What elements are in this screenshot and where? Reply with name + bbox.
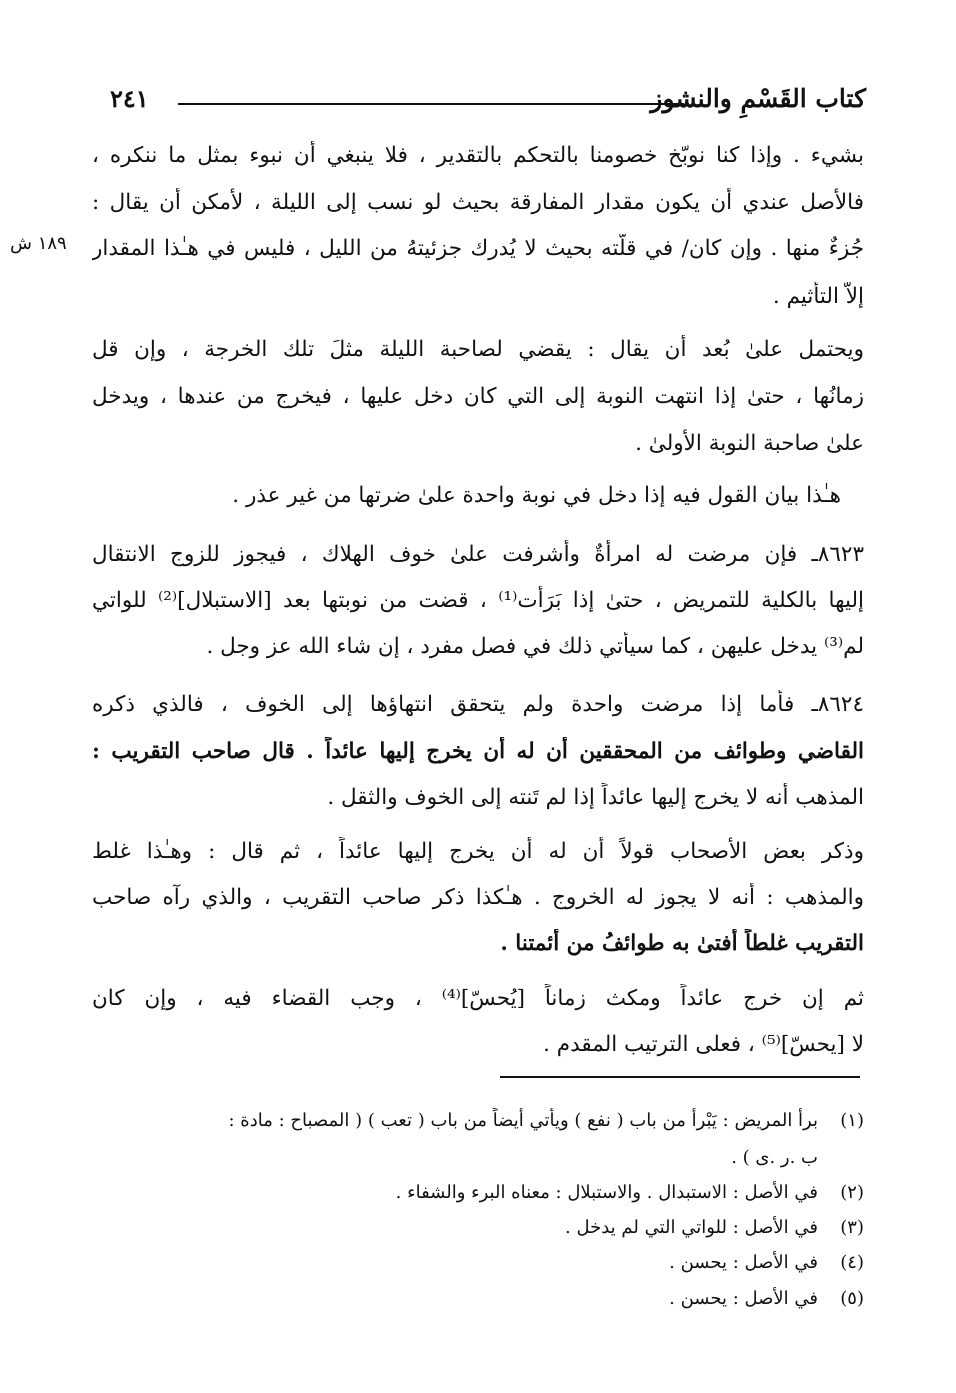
text-line: التقريب غلطاً أفتىٰ به طوائفُ من أئمتنا . (500, 931, 864, 956)
text-line: زمانُها ، حتىٰ إذا انتهت النوبة إلى التي كان دخل عليها ، فيخرج من عندها ، ويدخل (92, 384, 864, 409)
footnote-number: (١) (840, 1110, 864, 1131)
footnote-rule (500, 1076, 860, 1078)
text-line: القاضي وطوائف من المحققين أن له أن يخرج إليها عائداً . قال صاحب التقريب : (92, 739, 864, 764)
text-line: ويحتمل علىٰ بُعد أن يقال : يقضي لصاحبة الليلة مثلَ تلك الخرجة ، وإن قل (92, 337, 864, 362)
running-title: كتاب القَسْمِ والنشوز (650, 84, 866, 113)
footnote (84, 1286, 864, 1314)
footnote-number: (٢) (840, 1182, 864, 1203)
footnote-text: في الأصل : للواتي التي لم يدخل . (565, 1217, 818, 1238)
text-line: فالأصل عندي أن يكون مقدار المفارقة بحيث لو نسب إلى الليلة ، لأمكن أن يقال : (92, 190, 864, 215)
footnote-continuation: ب .ر .ى ) . (731, 1147, 818, 1168)
footnote (84, 1180, 864, 1208)
footnote-number: (٣) (840, 1217, 864, 1238)
footnote-number: (٤) (840, 1252, 864, 1273)
text-line: ٨٦٢٣ـ فإن مرضت له امرأةٌ وأشرفت علىٰ خوف الهلاك ، فيجوز للزوج الانتقال (92, 542, 864, 567)
footnote-text: في الأصل : يحسن . (669, 1252, 818, 1273)
text-line: هـٰذا بيان القول فيه إذا دخل في نوبة واحدة علىٰ ضرتها من غير عذر . (232, 483, 841, 508)
page-number: ٢٤١ (110, 84, 149, 113)
header-rule (178, 103, 684, 105)
text-line: بشيء . وإذا كنا نوبّخ خصومنا بالتحكم بالتقدير ، فلا ينبغي أن نبوء بمثل ما ننكره ، (92, 143, 864, 168)
text-line: والمذهب : أنه لا يجوز له الخروج . هـٰكذا ذكر صاحب التقريب ، والذي رآه صاحب (92, 885, 864, 910)
footnote-text: برأ المريض : يَبْرأ من باب ( نفع ) ويأتي أيضاً من باب ( تعب ) ( المصباح : مادة : (228, 1110, 818, 1131)
footnote (84, 1250, 864, 1278)
text-line: إلاّ التأثيم . (772, 284, 864, 309)
footnote (84, 1215, 864, 1243)
footnote-number: (٥) (840, 1288, 864, 1309)
text-line: المذهب أنه لا يخرج إليها عائداً إذا لم تَنته إلى الخوف والثقل . (327, 785, 864, 810)
text-line: وذكر بعض الأصحاب قولاً أن له أن يخرج إليها عائداً ، ثم قال : وهـٰذا غلط (92, 839, 864, 864)
footnote (84, 1108, 864, 1136)
text-line: إليها بالكلية للتمريض ، حتىٰ إذا بَرَأَت⁽¹⁾ ، قضت من نوبتها بعد [الاستبلال]⁽²⁾ للواتي (92, 588, 864, 613)
text-line: لا [يحسّ]⁽⁵⁾ ، فعلى الترتيب المقدم . (543, 1032, 864, 1057)
text-line: ٨٦٢٤ـ فأما إذا مرضت واحدة ولم يتحقق انتهاؤها إلى الخوف ، فالذي ذكره (92, 692, 864, 717)
margin-note: ١٨٩ ش (10, 233, 67, 254)
text-line: ثم إن خرج عائداً ومكث زماناً [يُحسّ]⁽⁴⁾ ، وجب القضاء فيه ، وإن كان (92, 986, 864, 1011)
text-line: جُزءٌ منها . وإن كان/ في قلّته بحيث لا يُدرك جزئيتهُ من الليل ، فليس في هـٰذا المقدار (92, 236, 864, 261)
footnote-text: في الأصل : يحسن . (669, 1288, 818, 1309)
text-line: لم⁽³⁾ يدخل عليهن ، كما سيأتي ذلك في فصل مفرد ، إن شاء الله عز وجل . (206, 634, 864, 659)
footnote-text: في الأصل : الاستبدال . والاستبلال : معناه البرء والشفاء . (395, 1182, 818, 1203)
text-line: علىٰ صاحبة النوبة الأولىٰ . (635, 431, 864, 456)
page-header (110, 84, 866, 118)
